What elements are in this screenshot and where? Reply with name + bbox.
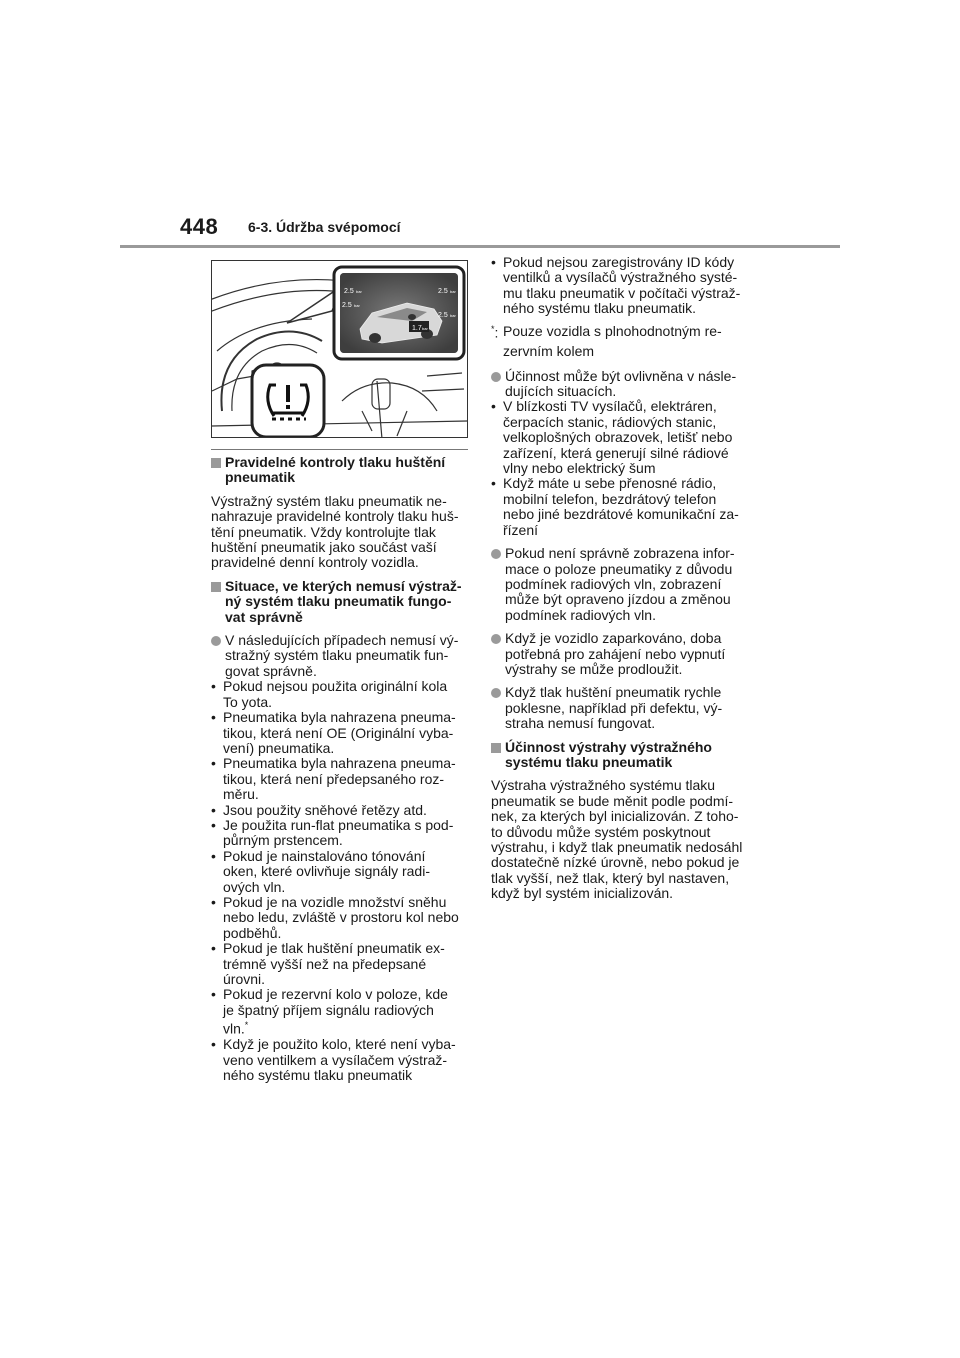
effectiveness-list <box>491 369 757 538</box>
circle-bullet-icon <box>211 636 221 646</box>
list-item: • Pokud je na vozidle množství sněhu nebo ledu, zvláště v prostoru kol nebo podběhů. <box>211 893 459 941</box>
list-item: • Pneumatika byla nahrazena pneuma- tikou, která není předepsaného roz- měru. <box>211 755 456 803</box>
heading-regular-checks: Pravidelné kontroly tlaku huštění pneumatik <box>211 455 473 486</box>
pressure-low: 1.7 <box>412 325 422 332</box>
square-bullet-icon <box>211 458 221 468</box>
pressure-rear-right: 2.5 <box>438 312 448 319</box>
svg-text:bar: bar <box>450 289 456 294</box>
circle-item: Účinnost může být ovlivněna v násle- dujících situacích. <box>491 369 757 400</box>
heading-warning-effectiveness: Účinnost výstrahy výstražného systému tlaku pneumatik <box>491 740 757 771</box>
list-item: • V blízkosti TV vysílačů, elektráren, čerpacích stanic, rádiových stanic, velkoplošných obrazovek, letišť nebo zařízení, která generují silné rádiové vlny nebo elektrický šum <box>491 398 733 477</box>
list-item: • Pokud nejsou zaregistrovány ID kódy ventilků a vysílačů výstražného systé- mu tlaku pneumatik v počítači výstraž- ného systému tlaku pneumatik. <box>491 254 741 317</box>
circle-item: Když tlak huštění pneumatik rychle poklesne, například při defektu, vý- straha nemusí fungovat. <box>491 685 757 731</box>
list-item: • Je použita run-flat pneumatika s pod- půrným prstencem. <box>211 816 454 849</box>
header-divider <box>120 245 840 248</box>
section-title: 6-3. Údržba svépomocí <box>248 219 401 235</box>
footnote: *: Pouze vozidla s plnohodnotným re- zervním kolem <box>491 322 722 359</box>
circle-bullet-icon <box>491 549 501 559</box>
dashboard-illustration <box>211 260 468 438</box>
list-item: • Když máte u sebe přenosné rádio, mobilní telefon, bezdrátový telefon nebo jiné bezdrátové komunikační za- řízení <box>491 475 739 538</box>
svg-text:bar: bar <box>422 326 428 331</box>
page-number: 448 <box>180 214 219 239</box>
svg-text:bar: bar <box>356 289 362 294</box>
list-item: • Jsou použity sněhové řetězy atd. <box>211 801 427 818</box>
right-column <box>491 255 757 910</box>
circle-bullet-icon <box>491 634 501 644</box>
svg-text:bar: bar <box>354 303 360 308</box>
circle-bullet-icon <box>491 688 501 698</box>
tire-pressure-warning-icon <box>252 365 324 437</box>
list-item: • Pokud je rezervní kolo v poloze, kde je špatný příjem signálu radiových vln.* <box>211 986 448 1037</box>
left-column <box>211 455 473 1092</box>
square-bullet-icon <box>491 743 501 753</box>
list-item: • Pokud je tlak huštění pneumatik ex- trémně vyšší než na předepsané úrovni. <box>211 940 445 987</box>
circle-bullet-icon <box>491 372 501 382</box>
pressure-front-right: 2.5 <box>438 288 448 295</box>
circle-item: Pokud není správně zobrazena infor- mace o poloze pneumatiky z důvodu podmínek radiových vln, zobrazení může být opraveno jízdou a změnou podmínek radiových vln. <box>491 546 757 623</box>
svg-text:bar: bar <box>450 313 456 318</box>
square-bullet-icon <box>211 582 221 592</box>
list-item: • Pneumatika byla nahrazena pneuma- tikou, která není OE (Originální vyba- vení) pneumatika. <box>211 709 456 756</box>
situations-list <box>211 633 473 1083</box>
figure-divider <box>211 449 468 450</box>
paragraph-regular-checks: Výstražný systém tlaku pneumatik ne- nahrazuje pravidelné kontroly tlaku huš- tění pneumatik. Vždy kontrolujte tlak huštění pneumatik jako součást vaší pravidelné denní kontroly vozidla. <box>211 492 459 571</box>
pressure-front-left: 2.5 <box>344 288 354 295</box>
circle-item: V následujících případech nemusí vý- stražný systém tlaku pneumatik fun- govat správně. <box>211 633 473 679</box>
paragraph-warning-effectiveness: Výstraha výstražného systému tlaku pneumatik se bude měnit podle podmí- nek, za kterých byl inicializován. Z toho- to důvodu může systém poskytnout výstrahu, i když tlak pneumatik nedosáhl dostatečně nízké úrovně, nebo pokud je tlak vyšší, než tlak, který byl nastaven, když byl systém inicializován. <box>491 777 743 902</box>
pressure-rear-left: 2.5 <box>342 302 352 309</box>
list-item: • Pokud nejsou použita originální kola To yota. <box>211 678 448 710</box>
circle-item: Když je vozidlo zaparkováno, doba potřebná pro zahájení nebo vypnutí výstrahy se může prodloužit. <box>491 631 757 677</box>
list-item: • Pokud je nainstalováno tónování oken, které ovlivňuje signály radi- ových vln. <box>211 847 430 895</box>
list-item: • Když je použito kolo, které není vyba- veno ventilkem a vysílačem výstraž- ného systému tlaku pneumatik <box>211 1036 456 1084</box>
dashboard-line-drawing <box>212 261 468 438</box>
footnote-marker: * <box>244 1020 249 1031</box>
heading-situations: Situace, ve kterých nemusí výstraž- ný systém tlaku pneumatik fungo- vat správně <box>211 579 473 625</box>
